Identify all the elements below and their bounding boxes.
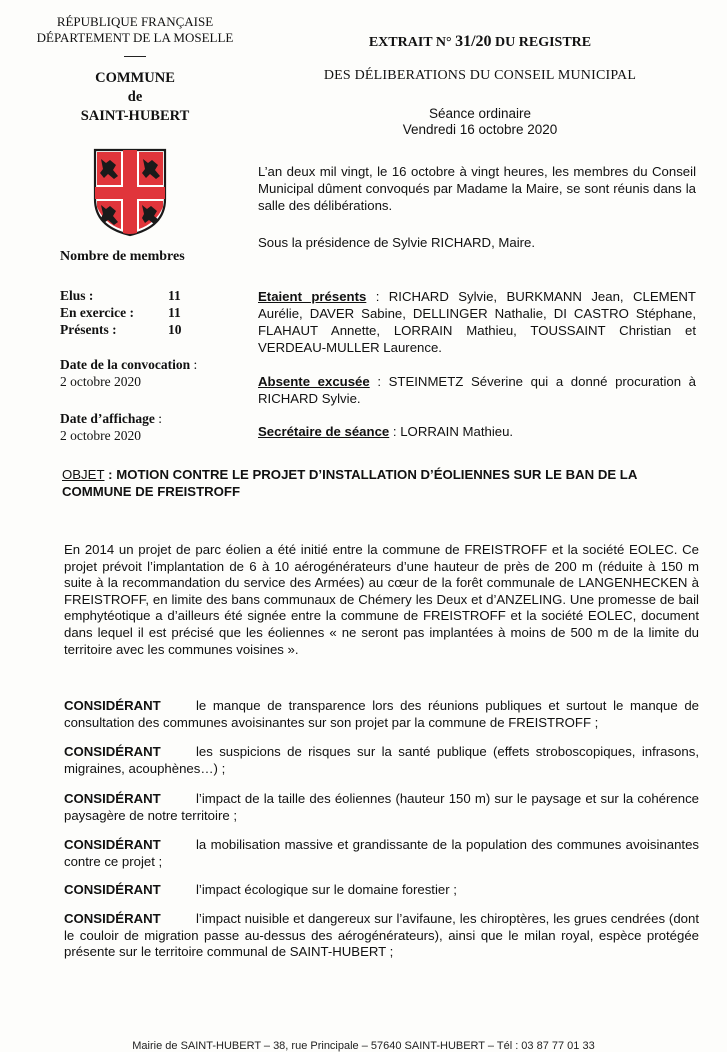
presents-value: 10 xyxy=(168,322,182,337)
convocation-colon: : xyxy=(190,357,198,372)
republic-label: RÉPUBLIQUE FRANÇAISE xyxy=(56,14,214,29)
subject-title: : MOTION CONTRE LE PROJET D’INSTALLATION D’ÉOLIENNES SUR LE BAN DE LA COMMUNE DE FREISTROFF xyxy=(62,467,637,499)
absent-label: Absente excusée xyxy=(258,374,370,389)
secretary-text: : LORRAIN Mathieu. xyxy=(389,424,514,439)
present-list: : RICHARD Sylvie, BURKMANN Jean, CLEMENT Aurélie, DAVER Sabine, DELLINGER Nathalie, DI CASTRO Stéphane, FLAHAUT Annette, LORRAIN Mathieu, TOUSSAINT Christian et VERDEAU-MULLER Laurence. xyxy=(258,289,696,355)
considerant-text: le manque de transparence lors des réunions publiques et surtout le manque de consultation des communes avoisinantes sur son projet par la commune de FREISTROFF ; xyxy=(64,698,699,730)
absent-members xyxy=(258,373,696,407)
considerant-item xyxy=(64,791,699,824)
considerant-item xyxy=(64,698,699,731)
considerant-label: CONSIDÉRANT xyxy=(64,791,161,806)
commune-line-2: de xyxy=(127,89,143,105)
convocation-label: Date de la convocation xyxy=(60,357,191,372)
session-date: Vendredi 16 octobre 2020 xyxy=(402,122,558,137)
secretary xyxy=(258,423,696,440)
header-divider xyxy=(124,56,146,57)
considerant-text: la mobilisation massive et grandissante de la population des communes avoisinantes contre ce projet ; xyxy=(64,837,699,869)
registre-title: DES DÉLIBERATIONS DU CONSEIL MUNICIPAL xyxy=(323,68,637,83)
present-members xyxy=(258,288,696,356)
considerant-text: les suspicions de risques sur la santé publique (effets stroboscopiques, infrasons, migraines, acouphènes…) ; xyxy=(64,744,699,776)
session-type: Séance ordinaire xyxy=(428,106,532,121)
subject-heading xyxy=(62,466,702,500)
considerant-item xyxy=(64,837,699,870)
affichage-label: Date d’affichage xyxy=(60,411,155,426)
intro-paragraph: L’an deux mil vingt, le 16 octobre à vingt heures, les membres du Conseil Municipal dûment convoqués par Madame la Maire, se sont réunis dans la salle des délibérations. xyxy=(258,164,696,213)
footer-address: Mairie de SAINT-HUBERT – 38, rue Principale – 57640 SAINT-HUBERT – Tél : 03 87 77 01 33 xyxy=(132,1040,595,1052)
extract-prefix: EXTRAIT N° xyxy=(368,35,456,50)
considerant-text: l’impact de la taille des éoliennes (hauteur 150 m) sur le paysage et sur la cohérence paysagère de notre territoire ; xyxy=(64,791,699,823)
extract-title xyxy=(252,33,708,51)
considerant-label: CONSIDÉRANT xyxy=(64,698,161,713)
exercice-label: En exercice : xyxy=(60,305,134,320)
affichage-colon: : xyxy=(154,411,162,426)
affichage-block xyxy=(60,410,162,444)
exercice-value: 11 xyxy=(168,305,181,320)
presents-label: Présents : xyxy=(60,322,117,337)
extract-number: 31/20 xyxy=(455,33,492,50)
body-intro-paragraph: En 2014 un projet de parc éolien a été initié entre la commune de FREISTROFF et la société EOLEC. Ce projet prévoit l’implantation de 6 à 10 aérogénérateurs d’une hauteur de près de 200 m (réduite à 150 m suite à la recommandation du service des Armées) au cœur de la forêt communale de LANGENHECKEN à FREISTROFF, en limite des bans communaux de Chémery les Deux et d’ANZELING. Une promesse de bail emphytéotique a d’ailleurs été signée entre la commune de FREISTROFF et la société EOLEC, document dans lequel il est précisé que les éoliennes « ne seront pas implantées à moins de 500 m de la limite du territoire avec les communes voisines ». xyxy=(64,542,699,657)
convocation-date: 2 octobre 2020 xyxy=(60,374,141,389)
considerant-label: CONSIDÉRANT xyxy=(64,837,161,852)
considerant-item xyxy=(64,911,699,961)
coat-of-arms-icon xyxy=(92,147,168,237)
session-info xyxy=(252,106,708,138)
commune-line-3: SAINT-HUBERT xyxy=(80,108,190,124)
presidence-line: Sous la présidence de Sylvie RICHARD, Maire. xyxy=(258,235,536,250)
elus-value: 11 xyxy=(168,288,181,303)
considerant-text: l’impact écologique sur le domaine forestier ; xyxy=(196,882,457,897)
extract-suffix: DU REGISTRE xyxy=(491,35,592,50)
affichage-date: 2 octobre 2020 xyxy=(60,428,141,443)
members-title: Nombre de membres xyxy=(60,249,185,264)
considerant-label: CONSIDÉRANT xyxy=(64,911,161,926)
absent-text: : STEINMETZ Séverine qui a donné procuration à RICHARD Sylvie. xyxy=(258,374,696,406)
considerant-item xyxy=(64,744,699,777)
considerant-text: l’impact nuisible et dangereux sur l’avifaune, les chiroptères, les grues cendrées (dont le couloir de migration passe au-dessus des aérogénérateurs), ainsi que le milan royal, espèce protégée présente sur le territoire communal de SAINT-HUBERT ; xyxy=(64,911,699,960)
commune-line-1: COMMUNE xyxy=(95,70,175,86)
subject-label: OBJET xyxy=(62,467,105,482)
commune-name xyxy=(20,69,250,126)
issuer-header xyxy=(20,14,250,126)
considerant-label: CONSIDÉRANT xyxy=(64,882,161,897)
convocation-block xyxy=(60,356,197,390)
present-label: Etaient présents xyxy=(258,289,367,304)
secretary-label: Secrétaire de séance xyxy=(258,424,390,439)
member-counts xyxy=(60,287,190,339)
elus-label: Elus : xyxy=(60,288,94,303)
considerant-item xyxy=(64,882,699,899)
considerant-label: CONSIDÉRANT xyxy=(64,744,161,759)
department-label: DÉPARTEMENT DE LA MOSELLE xyxy=(36,30,234,45)
